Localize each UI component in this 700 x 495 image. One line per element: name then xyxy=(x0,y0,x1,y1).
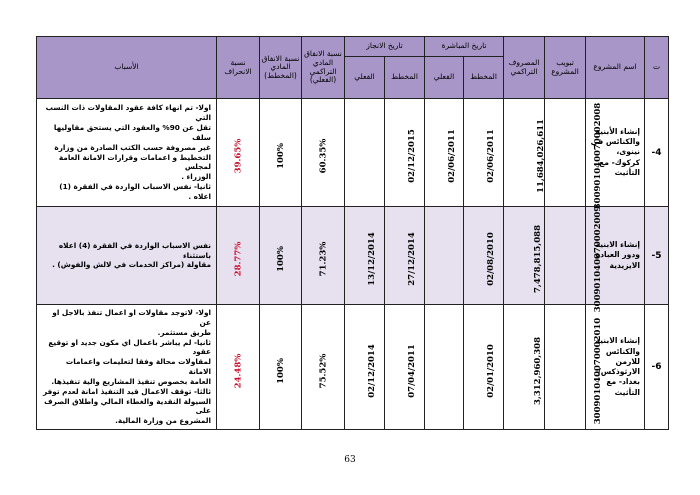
cumulative-pct-cell: 60.35% xyxy=(302,99,345,207)
reason-line: ثانيا- نفس الاسباب الواردة في الفقرة (1) اعلاه . xyxy=(59,182,211,201)
completion-actual-cell: 13/12/2014 xyxy=(345,207,385,305)
spent-cell: 7,478,815,088 xyxy=(504,207,545,305)
header-start-planned: المخطط xyxy=(464,57,504,99)
reasons-cell xyxy=(37,207,217,305)
completion-planned-cell: 07/04/2011 xyxy=(385,305,425,430)
reasons-cell xyxy=(37,305,217,430)
cumulative-pct-cell: 75.52% xyxy=(302,305,345,430)
reason-line: مقاولة (مراكز الخدمات في لالش والفوش) . xyxy=(52,260,211,270)
project-name-cell: إنشاء الابنية ودور العبادة الايزيدية xyxy=(586,207,645,305)
seq-cell: -5 xyxy=(645,207,669,305)
header-completion-date: تاريخ الانجاز xyxy=(345,37,425,57)
reason-line: اولا- تم انهاء كافة عقود المقاولات ذات النسب التي xyxy=(45,103,211,123)
header-start-date: تاريخ المباشرة xyxy=(425,37,504,57)
completion-planned-cell: 02/12/2015 xyxy=(385,99,425,207)
reason-line: العامة بخصوص تنفيذ المشاريع والية تنفيذها. xyxy=(51,376,211,386)
start-actual-cell xyxy=(425,207,464,305)
seq-cell: -6 xyxy=(645,305,669,430)
header-classification: تبويب المشروع xyxy=(545,37,586,99)
header-deviation: نسبة الانحراف xyxy=(217,37,260,99)
planned-pct-cell: 100% xyxy=(260,305,302,430)
reason-line: تقل عن 90% والعقود التي يستحق مقاوليها سلف xyxy=(53,122,211,142)
completion-actual-cell: 02/12/2014 xyxy=(345,305,385,430)
deviation-cell: 24.48% xyxy=(217,305,260,430)
reason-line: اولا- لاتوجد مقاولات او اعمال تنفذ بالاجل او عن xyxy=(52,308,211,327)
reason-line: ثالثا- توقف الاعمال قيد التنفيذ امانة لعدم توفر xyxy=(42,386,211,396)
projects-table xyxy=(36,36,669,430)
reason-line: طريق مستثمر. xyxy=(157,327,211,337)
table-row xyxy=(37,207,669,305)
header-physical-planned: نسبة الانفاق المادي (المخطط) xyxy=(260,37,302,99)
cumulative-pct-cell: 71.23% xyxy=(302,207,345,305)
reason-line: السيولة النقدية والغطاء المالي واطلاق الصرف على xyxy=(44,396,211,416)
header-project-name: اسم المشروع xyxy=(586,37,645,99)
reason-line: المشروع من وزارة المالية. xyxy=(115,416,211,426)
project-name-cell: إنشاء الأبنية والكنائس في نينوى، كركوك- مع التأثيث xyxy=(586,99,645,207)
reason-line: التخطيط و اعمامات وقرارات الامانة العامة لمجلس xyxy=(58,152,211,172)
planned-pct-cell: 100% xyxy=(260,207,302,305)
header-start-actual: الفعلي xyxy=(425,57,464,99)
project-name-cell: إنشاء الابنية والكنائس للارمن الارثوذكس/ بغداد- مع التأثيث xyxy=(586,305,645,430)
header-cumulative-spent: المصروف التراكمي xyxy=(504,37,545,99)
reason-line: نفس الاسباب الواردة في الفقرة (4) اعلاه باستثناء xyxy=(58,240,211,260)
deviation-cell: 39.65% xyxy=(217,99,260,207)
start-actual-cell xyxy=(425,305,464,430)
completion-actual-cell xyxy=(345,99,385,207)
header-seq: ت xyxy=(645,37,669,99)
start-planned-cell: 02/01/2010 xyxy=(464,305,504,430)
header-completion-actual: الفعلي xyxy=(345,57,385,99)
classification-cell: 300901040070002008 xyxy=(545,99,586,207)
reasons-cell xyxy=(37,99,217,207)
reason-line: لمقاولات محالة وفقا لتعليمات واعمامات الامانة xyxy=(65,357,211,377)
reason-line: الوزراء . xyxy=(181,172,211,182)
deviation-cell: 28.77% xyxy=(217,207,260,305)
spent-cell: 11,684,026,611 xyxy=(504,99,545,207)
table-row xyxy=(37,305,669,430)
classification-cell: 300901040070002009 xyxy=(545,207,586,305)
start-planned-cell: 02/08/2010 xyxy=(464,207,504,305)
spent-cell: 3,312,960,308 xyxy=(504,305,545,430)
start-actual-cell: 02/06/2011 xyxy=(425,99,464,207)
header-physical-cumulative: نسبة الانفاق المادي التراكمي (الفعلي) xyxy=(302,37,345,99)
header-reasons: الأسباب xyxy=(37,37,217,99)
classification-cell: 300901040070002010 xyxy=(545,305,586,430)
planned-pct-cell: 100% xyxy=(260,99,302,207)
seq-cell: -4 xyxy=(645,99,669,207)
table-row xyxy=(37,99,669,207)
reason-line: غير مصروفة حسب الكتب الصادرة من وزارة xyxy=(54,142,211,152)
page-number: 63 xyxy=(344,455,356,465)
header-completion-planned: المخطط xyxy=(385,57,425,99)
completion-planned-cell: 27/12/2014 xyxy=(385,207,425,305)
start-planned-cell: 02/06/2011 xyxy=(464,99,504,207)
reason-line: ثانيا- لم يباشر باعمال اي مكون جديد او توقيع عقود xyxy=(48,337,211,357)
